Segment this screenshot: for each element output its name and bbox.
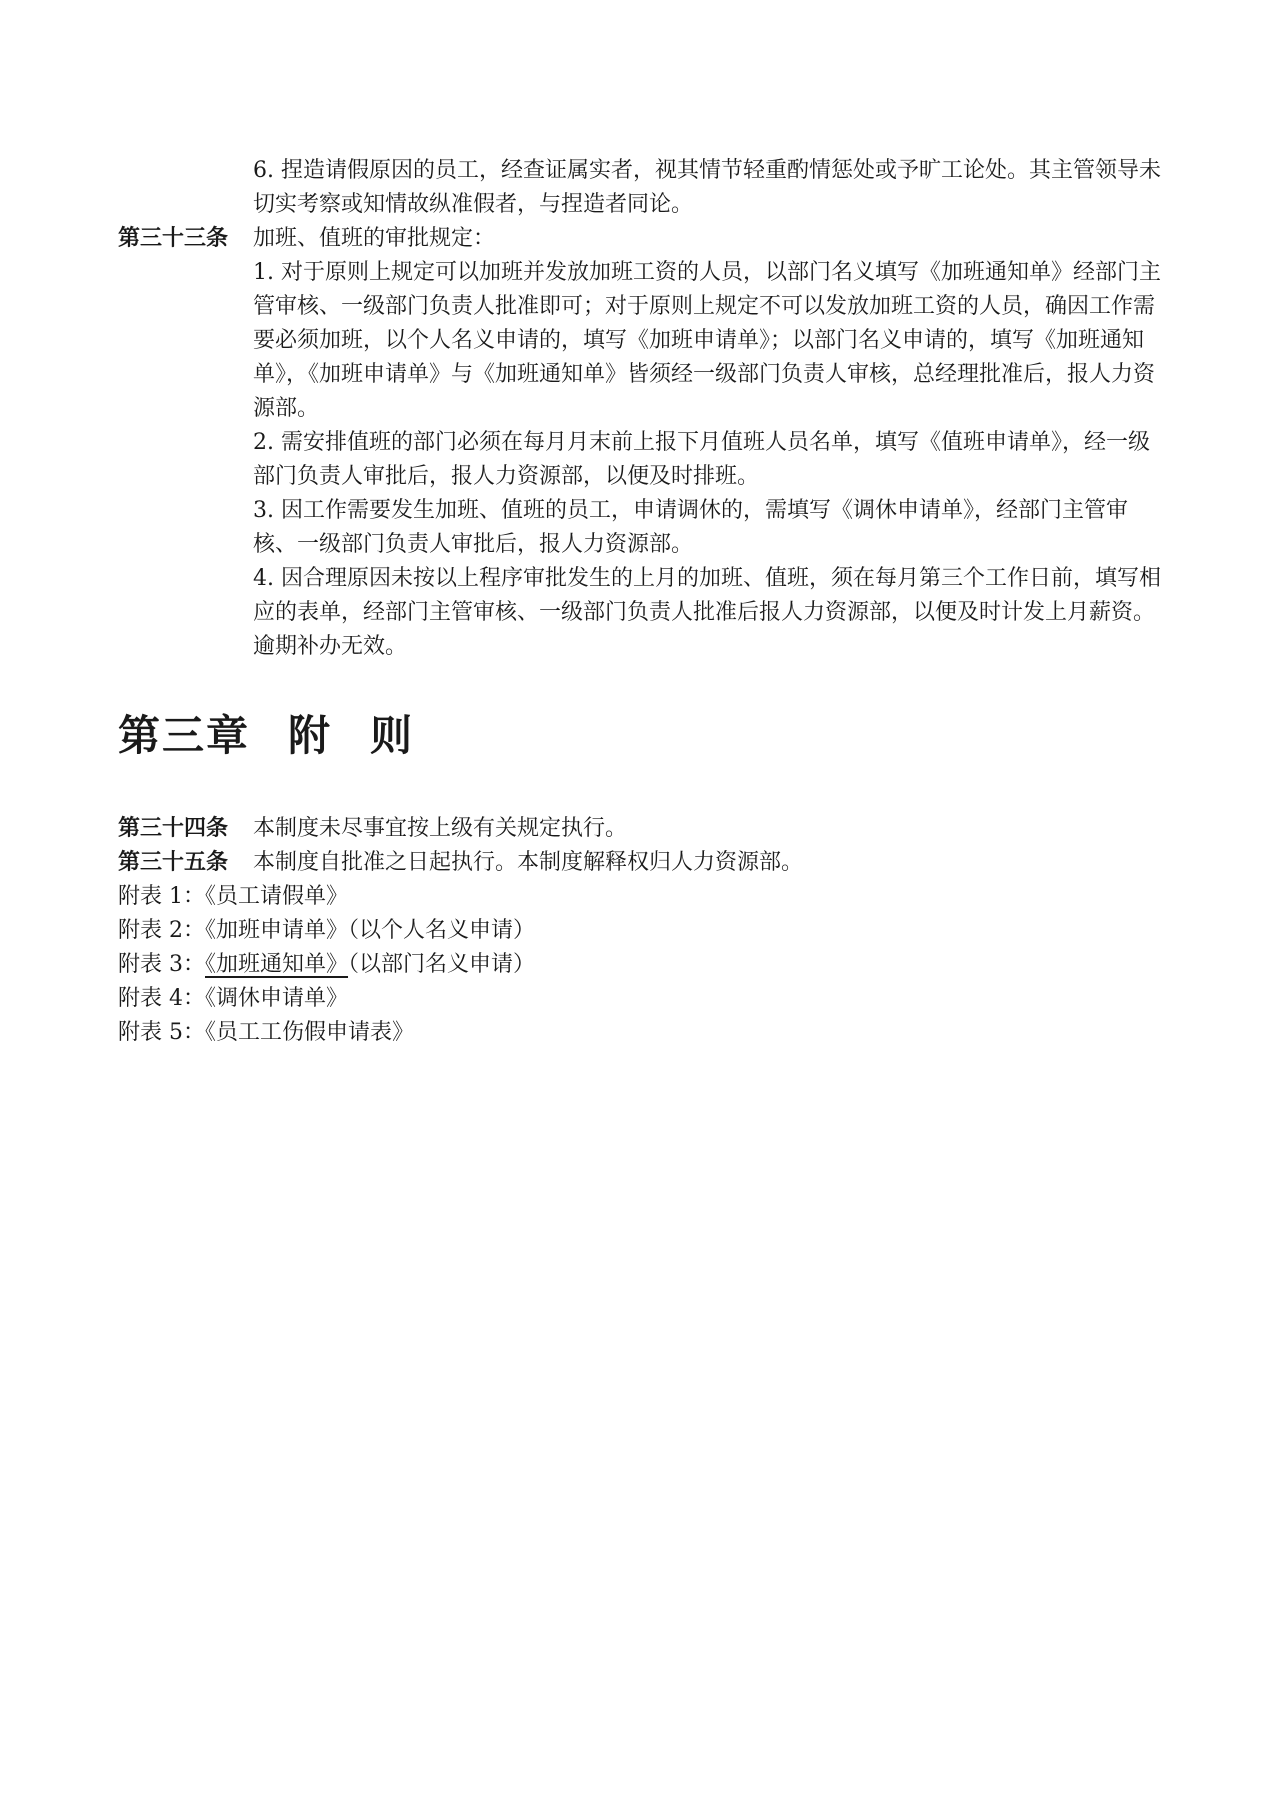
item-6-block xyxy=(118,154,1168,222)
appendix-item xyxy=(118,1016,1168,1050)
appendix-note: （以部门名义申请） xyxy=(348,952,536,977)
appendix-label: 附表 5： xyxy=(118,1020,205,1045)
closing-articles xyxy=(118,812,1168,1050)
article-33-item-2: 2. 需安排值班的部门必须在每月月末前上报下月值班人员名单，填写《值班申请单》，经一级部门负责人审批后，报人力资源部，以便及时排班。 xyxy=(253,430,1150,489)
appendix-label: 附表 3： xyxy=(118,952,205,977)
appendix-item xyxy=(118,914,1168,948)
chapter-number: 第三章 xyxy=(118,711,251,760)
article-33 xyxy=(118,222,1168,664)
chapter-title-part-2: 则 xyxy=(370,711,415,760)
article-35-text: 本制度自批准之日起执行。本制度解释权归人力资源部。 xyxy=(253,850,804,875)
article-34-label: 第三十四条 xyxy=(118,816,229,841)
appendix-form-name: 《加班通知单》 xyxy=(205,952,349,977)
chapter-title-part-1: 附 xyxy=(288,711,333,760)
article-33-item-1: 1. 对于原则上规定可以加班并发放加班工资的人员，以部门名义填写《加班通知单》经部门主管审核、一级部门负责人批准即可；对于原则上规定不可以发放加班工资的人员，确因工作需要必须加班，以个人名义申请的，填写《加班申请单》；以部门名义申请的，填写《加班通知单》，《加班申请单》与《加班通知单》皆须经一级部门负责人审核，总经理批准后，报人力资源部。 xyxy=(253,260,1161,421)
appendix-form-name: 《员工请假单》 xyxy=(205,884,349,909)
appendix-form-name: 《调休申请单》 xyxy=(205,986,349,1011)
article-33-title: 加班、值班的审批规定： xyxy=(253,226,496,251)
appendix-label: 附表 4： xyxy=(118,986,205,1011)
appendix-item xyxy=(118,982,1168,1016)
article-33-item-3: 3. 因工作需要发生加班、值班的员工，申请调休的，需填写《调休申请单》，经部门主管审核、一级部门负责人审批后，报人力资源部。 xyxy=(253,498,1128,557)
chapter-heading xyxy=(118,708,414,764)
appendix-item xyxy=(118,880,1168,914)
article-33-label: 第三十三条 xyxy=(118,226,229,251)
appendix-form-name: 《加班申请单》 xyxy=(205,918,349,943)
article-35-label: 第三十五条 xyxy=(118,850,229,875)
appendix-note: （以个人名义申请） xyxy=(348,918,536,943)
article-33-item-4: 4. 因合理原因未按以上程序审批发生的上月的加班、值班，须在每月第三个工作日前，填写相应的表单，经部门主管审核、一级部门负责人批准后报人力资源部，以便及时计发上月薪资。逾期补办无效。 xyxy=(253,566,1161,659)
appendix-label: 附表 1： xyxy=(118,884,205,909)
item-6-text: 6. 捏造请假原因的员工，经查证属实者，视其情节轻重酌情惩处或予旷工论处。其主管领导未切实考察或知情故纵准假者，与捏造者同论。 xyxy=(253,158,1161,217)
article-34 xyxy=(118,812,1168,846)
article-34-text: 本制度未尽事宜按上级有关规定执行。 xyxy=(253,816,628,841)
appendix-label: 附表 2： xyxy=(118,918,205,943)
article-35 xyxy=(118,846,1168,880)
appendix-form-name: 《员工工伤假申请表》 xyxy=(205,1020,415,1045)
appendix-item xyxy=(118,948,1168,982)
